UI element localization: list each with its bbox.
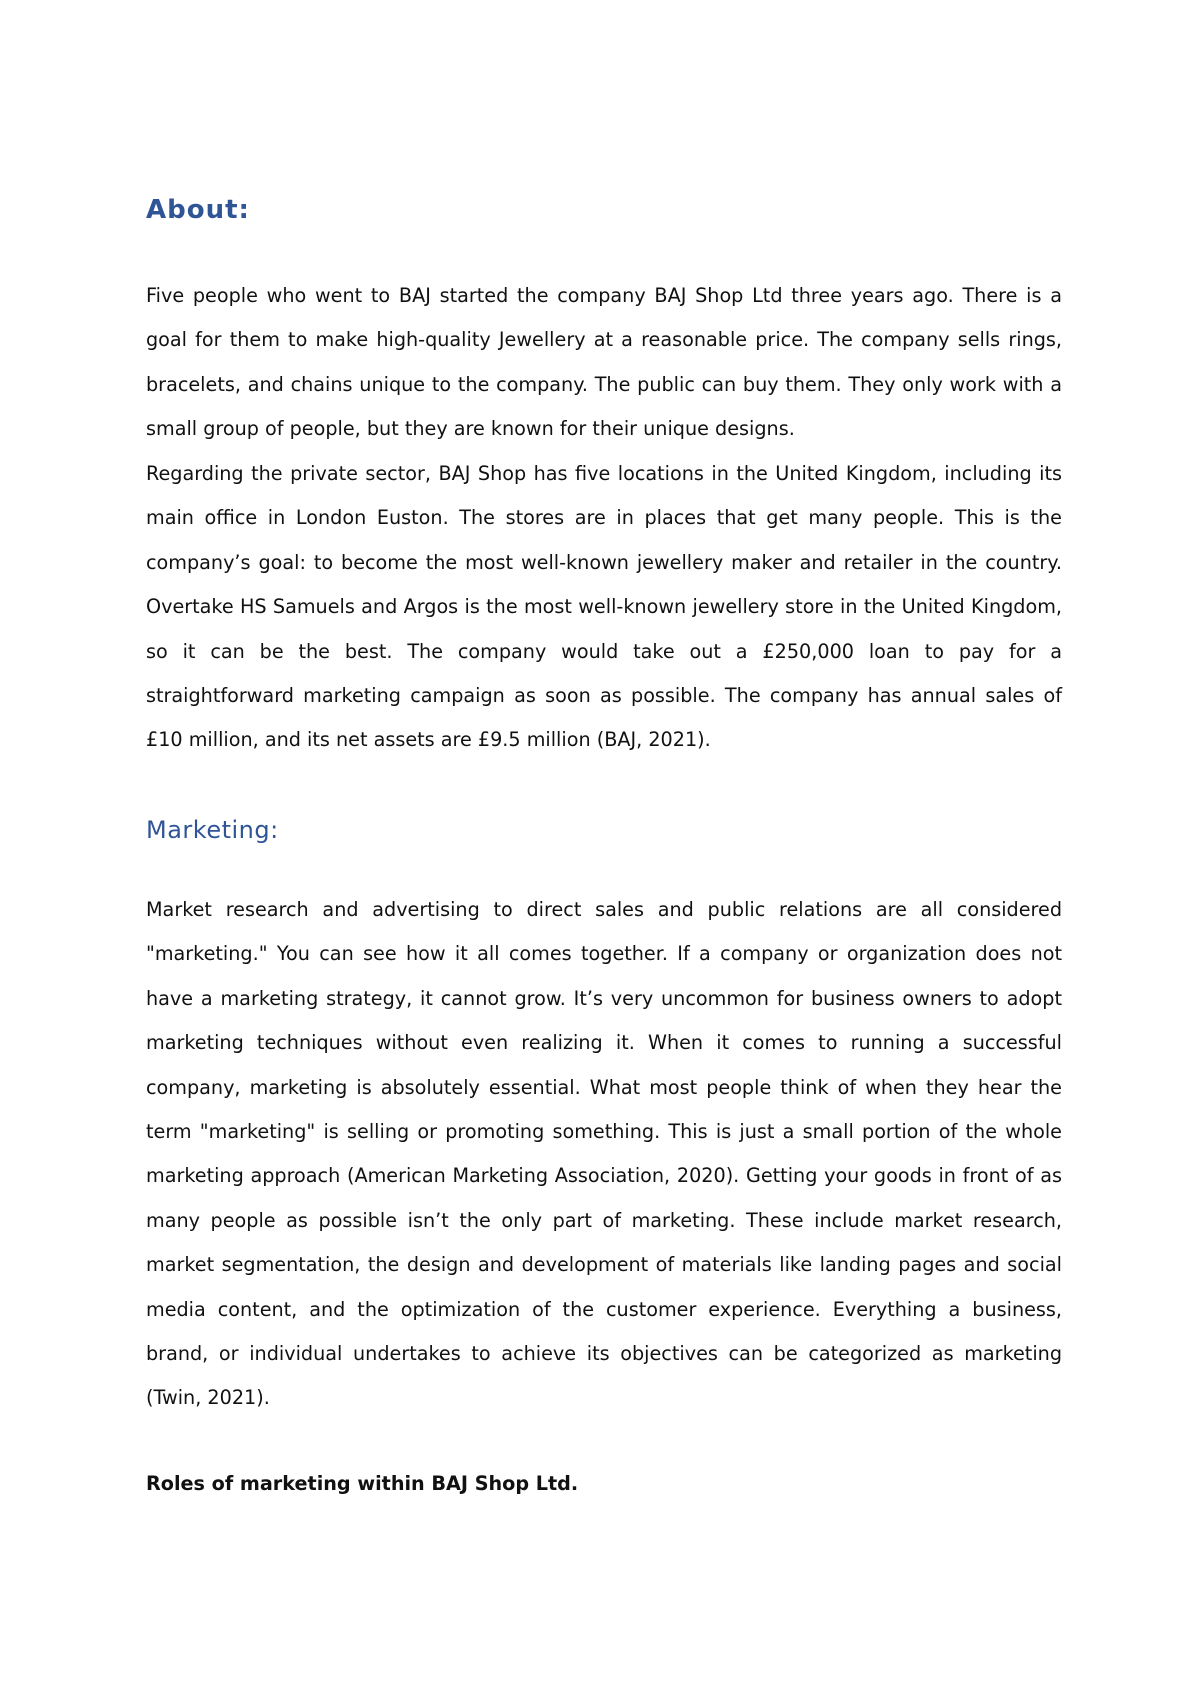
about-paragraph-2: Regarding the private sector, BAJ Shop has five locations in the United Kingdom, including its main office in London Euston. The stores are in places that get many people. This is the company’s goal: to become the most well-known jewellery maker and retailer in the country. Overtake HS Samuels and Argos is the most well-known jewellery store in the United Kingdom, so it can be the best. The company would take out a £250,000 loan to pay for a straightforward marketing campaign as soon as possible. The company has annual sales of £10 million, and its net assets are £9.5 million (BAJ, 2021). [146, 462, 1062, 752]
roles-subheading: Roles of marketing within BAJ Shop Ltd. [146, 1472, 579, 1495]
marketing-heading: Marketing: [146, 816, 279, 844]
about-heading: About: [146, 195, 250, 225]
about-paragraph-1: Five people who went to BAJ started the company BAJ Shop Ltd three years ago. There is a goal for them to make high-quality Jewellery at a reasonable price. The company sells rings, bracelets, and chains unique to the company. The public can buy them. They only work with a small group of people, but they are known for their unique designs. [146, 284, 1062, 441]
marketing-paragraph: Market research and advertising to direct sales and public relations are all considered "marketing." You can see how it all comes together. If a company or organization does not have a marketing strategy, it cannot grow. It’s very uncommon for business owners to adopt marketing techniques without even realizing it. When it comes to running a successful company, marketing is absolutely essential. What most people think of when they hear the term "marketing" is selling or promoting something. This is just a small portion of the whole marketing approach (American Marketing Association, 2020). Getting your goods in front of as many people as possible isn’t the only part of marketing. These include market research, market segmentation, the design and development of materials like landing pages and social media content, and the optimization of the customer experience. Everything a business, brand, or individual undertakes to achieve its objectives can be categorized as marketing (Twin, 2021). [146, 898, 1062, 1410]
